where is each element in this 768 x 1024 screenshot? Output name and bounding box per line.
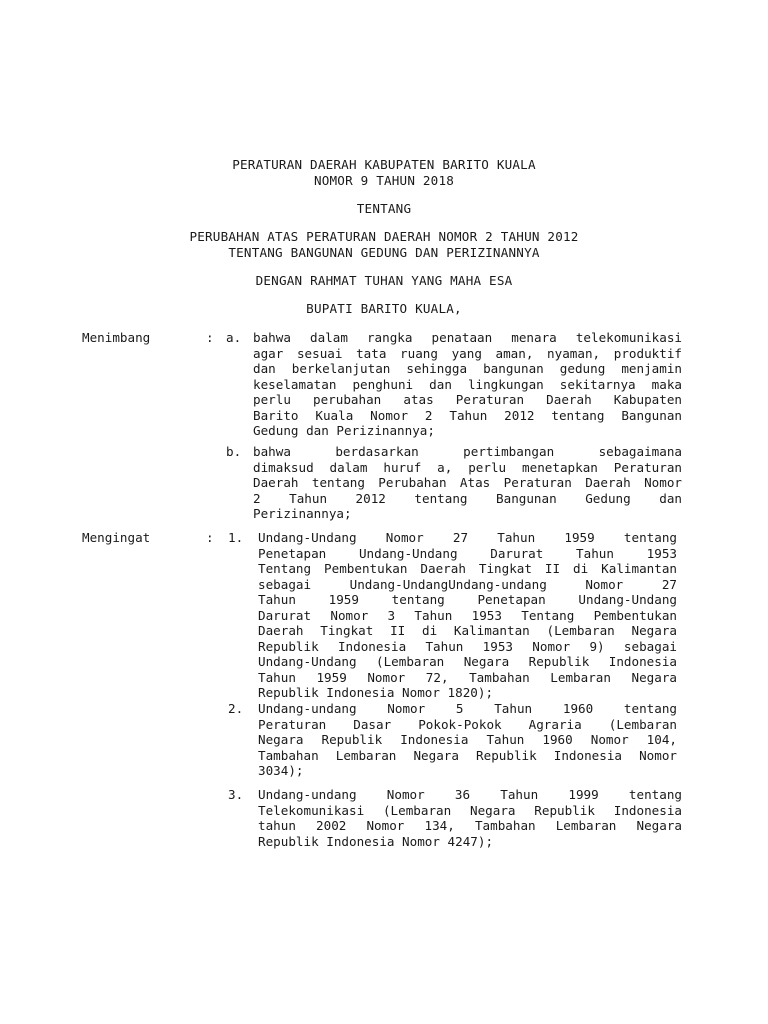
text-line: Telekomunikasi (Lembaran Negara Republik Indonesia: [258, 802, 682, 818]
text-line: Daerah tentang Perubahan Atas Peraturan Daerah Nomor: [253, 475, 682, 490]
text-line: 3034);: [258, 763, 304, 778]
text-line: Tahun 1959 tentang Penetapan Undang-Undang: [258, 592, 677, 607]
text-line: keselamatan penghuni dan lingkungan sekitarnya maka: [253, 376, 682, 392]
menimbang-colon: :: [206, 330, 214, 345]
text-line: Republik Indonesia Nomor 1820);: [258, 685, 494, 700]
text-line: Peraturan Dasar Pokok-Pokok Agraria (Lembaran: [258, 716, 677, 732]
mengingat-colon: :: [206, 530, 214, 545]
text-line: Undang-undang Nomor 36 Tahun 1999 tentang: [258, 787, 682, 802]
subject-line-1: PERUBAHAN ATAS PERATURAN DAERAH NOMOR 2 TAHUN 2012: [189, 229, 579, 244]
tentang-heading: [0, 201, 768, 217]
menimbang-marker-b: b.: [226, 444, 242, 459]
menimbang-item-a: [253, 330, 682, 439]
text-line: agar sesuai tata ruang yang aman, nyaman, produktif: [253, 345, 682, 361]
mengingat-marker-3: 3.: [228, 787, 244, 802]
text-line: Barito Kuala Nomor 2 Tahun 2012 tentang Bangunan: [253, 407, 682, 423]
menimbang-label: Menimbang: [82, 330, 151, 345]
tentang-label: TENTANG: [356, 201, 412, 216]
subject-line-2: TENTANG BANGUNAN GEDUNG DAN PERIZINANNYA: [228, 244, 540, 260]
text-line: 2 Tahun 2012 tentang Bangunan Gedung dan: [253, 490, 682, 506]
mengingat-marker-2: 2.: [228, 701, 244, 716]
text-line: Penetapan Undang-Undang Darurat Tahun 1953: [258, 545, 677, 561]
menimbang-marker-a: a.: [226, 330, 242, 345]
text-line: tahun 2002 Nomor 134, Tambahan Lembaran Negara: [258, 818, 682, 833]
text-line: Undang-undang Nomor 5 Tahun 1960 tentang: [258, 701, 677, 716]
text-line: Tahun 1959 Nomor 72, Tambahan Lembaran Negara: [258, 669, 677, 685]
text-line: Undang-Undang Nomor 27 Tahun 1959 tentang: [258, 530, 677, 545]
text-line: bahwa dalam rangka penataan menara telekomunikasi: [253, 330, 682, 345]
text-line: perlu perubahan atas Peraturan Daerah Kabupaten: [253, 392, 682, 407]
text-line: sebagai Undang-UndangUndang-undang Nomor 27: [258, 576, 677, 592]
document-subject: [0, 229, 768, 260]
rahmat-line: [0, 273, 768, 289]
text-line: Tentang Pembentukan Daerah Tingkat II di Kalimantan: [258, 561, 677, 576]
text-line: dan berkelanjutan sehingga bangunan gedung menjamin: [253, 361, 682, 376]
text-line: Tambahan Lembaran Negara Republik Indonesia Nomor: [258, 747, 677, 763]
mengingat-marker-1: 1.: [228, 530, 244, 545]
menimbang-item-b: [253, 444, 682, 522]
mengingat-item-2: [258, 701, 677, 779]
bupati-text: BUPATI BARITO KUALA,: [306, 301, 462, 316]
title-line-2: NOMOR 9 TAHUN 2018: [313, 172, 455, 188]
text-line: Perizinannya;: [253, 506, 352, 521]
mengingat-item-3: [258, 787, 682, 849]
text-line: Daerah Tingkat II di Kalimantan (Lembaran Negara: [258, 623, 677, 638]
text-line: Darurat Nomor 3 Tahun 1953 Tentang Pembentukan: [258, 607, 677, 623]
rahmat-text: DENGAN RAHMAT TUHAN YANG MAHA ESA: [255, 273, 513, 288]
mengingat-item-1: [258, 530, 677, 701]
text-line: Republik Indonesia Tahun 1953 Nomor 9) sebagai: [258, 638, 677, 654]
text-line: bahwa berdasarkan pertimbangan sebagaimana: [253, 444, 682, 459]
bupati-line: [0, 301, 768, 317]
text-line: dimaksud dalam huruf a, perlu menetapkan Peraturan: [253, 459, 682, 475]
text-line: Gedung dan Perizinannya;: [253, 423, 435, 438]
text-line: Undang-Undang (Lembaran Negara Republik Indonesia: [258, 654, 677, 669]
document-title: [0, 157, 768, 188]
text-line: Republik Indonesia Nomor 4247);: [258, 833, 494, 849]
mengingat-label: Mengingat: [82, 530, 151, 545]
title-line-1: PERATURAN DAERAH KABUPATEN BARITO KUALA: [232, 157, 536, 172]
text-line: Negara Republik Indonesia Tahun 1960 Nomor 104,: [258, 732, 677, 747]
